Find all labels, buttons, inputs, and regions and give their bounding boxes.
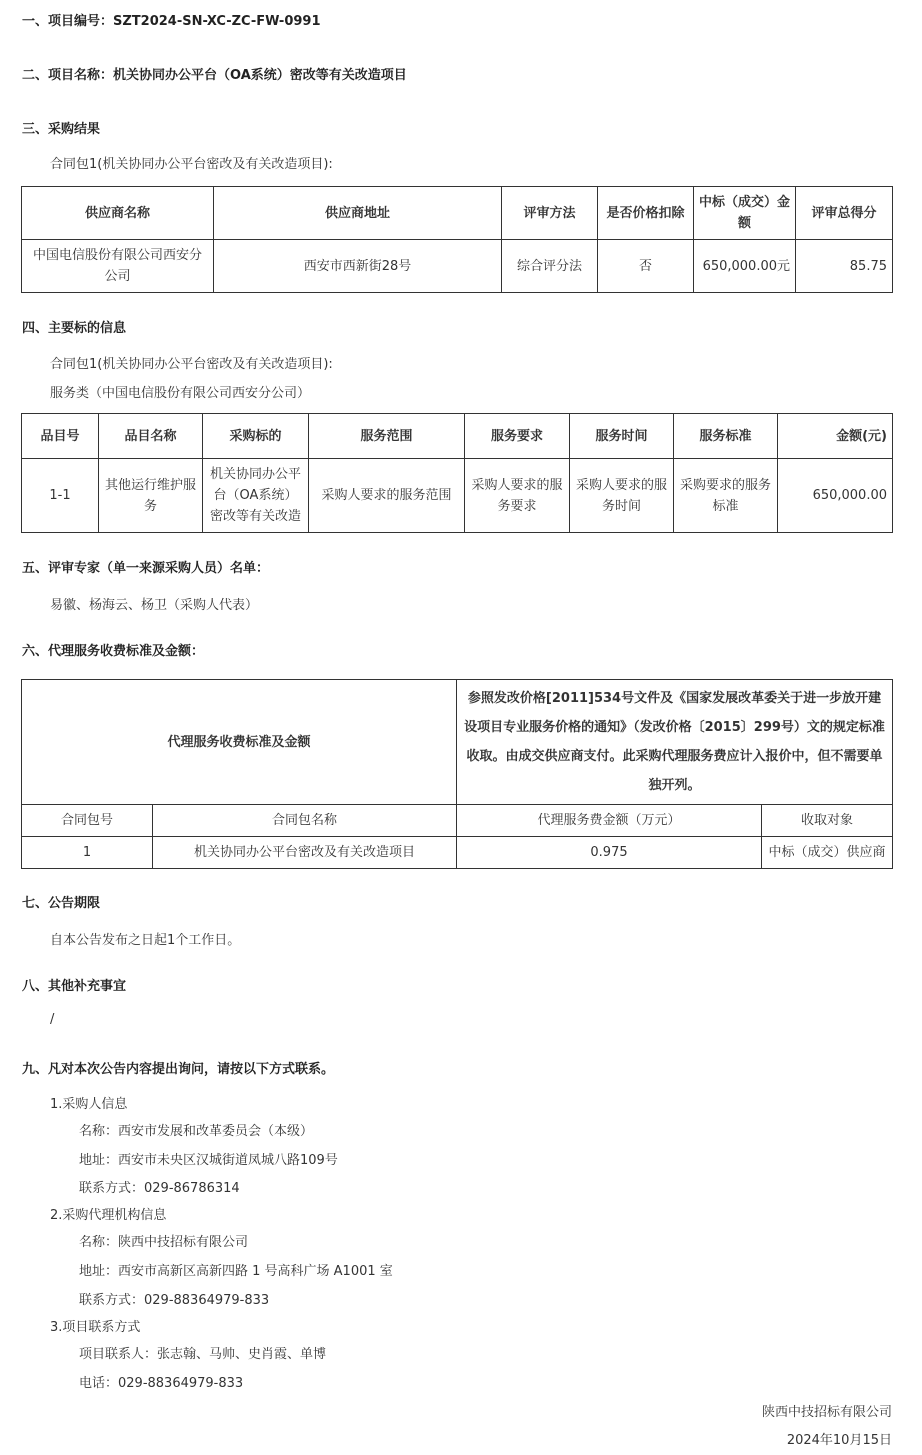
fee-header-row (22, 805, 893, 837)
section-title-experts: 五、评审专家（单一来源采购人员）名单： (22, 561, 270, 576)
col-fee-amount: 代理服务费金额（万元） (457, 805, 762, 837)
col-procurement-object: 采购标的 (203, 414, 309, 459)
table-row (22, 459, 893, 533)
period-text: 自本公告发布之日起1个工作日。 (50, 933, 241, 948)
agency-address: 地址：西安市高新区高新四路 1 号高科广场 A1001 室 (79, 1264, 393, 1279)
cell-amount: 650,000.00 (778, 459, 893, 533)
purchaser-name: 名称：西安市发展和改革委员会（本级） (79, 1124, 314, 1139)
col-total-score: 评审总得分 (796, 187, 893, 240)
project-contacts: 项目联系人：张志翰、马帅、史肖霞、单博 (79, 1347, 327, 1362)
expert-names: 易徽、杨海云、杨卫（采购人代表） (50, 598, 259, 613)
fee-standard-text: 参照发改价格[2011]534号文件及《国家发展改革委关于进一步放开建设项目专业服务价格的通知》（发改价格〔2015〕299号）文的规定标准收取。由成交供应商支付。此采购代理服务费应计入报价中，但不需要单独开列。 (457, 680, 893, 805)
project-number (22, 10, 321, 29)
cell-total-score: 85.75 (796, 240, 893, 293)
agency-name: 名称：陕西中技招标有限公司 (79, 1235, 249, 1250)
cell-fee-payer: 中标（成交）供应商 (762, 837, 893, 869)
col-package-name: 合同包名称 (153, 805, 457, 837)
col-price-deduction: 是否价格扣除 (598, 187, 694, 240)
project-name (22, 64, 407, 83)
col-review-method: 评审方法 (502, 187, 598, 240)
purchaser-phone: 联系方式：029-86786314 (79, 1181, 240, 1196)
col-award-amount: 中标（成交）金额 (694, 187, 796, 240)
cell-price-deduction: 否 (598, 240, 694, 293)
table-row (22, 837, 893, 869)
cell-service-standard: 采购要求的服务标准 (674, 459, 778, 533)
subject-header-row (22, 414, 893, 459)
fee-table (21, 679, 893, 869)
col-supplier-name: 供应商名称 (22, 187, 214, 240)
other-text: / (50, 1012, 55, 1027)
cell-service-scope: 采购人要求的服务范围 (309, 459, 465, 533)
col-service-standard: 服务标准 (674, 414, 778, 459)
col-item-name: 品目名称 (99, 414, 203, 459)
col-package-no: 合同包号 (22, 805, 153, 837)
subject-table (21, 413, 893, 533)
col-service-requirement: 服务要求 (465, 414, 570, 459)
section-title-contact: 九、凡对本次公告内容提出询问，请按以下方式联系。 (22, 1062, 335, 1077)
cell-service-time: 采购人要求的服务时间 (570, 459, 674, 533)
section-title-fee: 六、代理服务收费标准及金额： (22, 644, 205, 659)
subject-category: 服务类（中国电信股份有限公司西安分公司） (50, 386, 311, 401)
fee-standard-row (22, 680, 893, 805)
cell-package-no: 1 (22, 837, 153, 869)
col-item-no: 品目号 (22, 414, 99, 459)
cell-item-no: 1-1 (22, 459, 99, 533)
cell-award-amount: 650,000.00元 (694, 240, 796, 293)
project-number-value: SZT2024-SN-XC-ZC-FW-0991 (113, 14, 321, 29)
footer-org: 陕西中技招标有限公司 (761, 1405, 892, 1420)
subject-package: 合同包1(机关协同办公平台密改及有关改造项目): (50, 357, 333, 372)
project-number-label: 一、项目编号： (22, 14, 114, 29)
col-supplier-address: 供应商地址 (214, 187, 502, 240)
result-header-row (22, 187, 893, 240)
cell-supplier-name: 中国电信股份有限公司西安分公司 (22, 240, 214, 293)
cell-fee-amount: 0.975 (457, 837, 762, 869)
purchaser-address: 地址：西安市未央区汉城街道凤城八路109号 (79, 1153, 338, 1168)
agency-phone: 联系方式：029-88364979-833 (79, 1293, 270, 1308)
col-fee-payer: 收取对象 (762, 805, 893, 837)
col-amount: 金额(元) (778, 414, 893, 459)
section-title-result: 三、采购结果 (22, 122, 101, 137)
project-phone: 电话：029-88364979-833 (79, 1376, 244, 1391)
agency-heading: 2.采购代理机构信息 (50, 1208, 167, 1223)
cell-supplier-address: 西安市西新街28号 (214, 240, 502, 293)
fee-standard-label: 代理服务收费标准及金额 (22, 680, 457, 805)
cell-procurement-object: 机关协同办公平台（OA系统）密改等有关改造 (203, 459, 309, 533)
cell-item-name: 其他运行维护服务 (99, 459, 203, 533)
section-title-period: 七、公告期限 (22, 896, 101, 911)
section-title-subject: 四、主要标的信息 (22, 321, 127, 336)
cell-service-requirement: 采购人要求的服务要求 (465, 459, 570, 533)
project-name-label: 二、项目名称： (22, 68, 114, 83)
result-package: 合同包1(机关协同办公平台密改及有关改造项目): (50, 157, 333, 172)
table-row (22, 240, 893, 293)
cell-package-name: 机关协同办公平台密改及有关改造项目 (153, 837, 457, 869)
cell-review-method: 综合评分法 (502, 240, 598, 293)
project-contact-heading: 3.项目联系方式 (50, 1320, 141, 1335)
col-service-scope: 服务范围 (309, 414, 465, 459)
section-title-other: 八、其他补充事宜 (22, 979, 127, 994)
col-service-time: 服务时间 (570, 414, 674, 459)
project-name-value: 机关协同办公平台（OA系统）密改等有关改造项目 (113, 68, 407, 83)
footer-date: 2024年10月15日 (786, 1433, 892, 1448)
purchaser-heading: 1.采购人信息 (50, 1097, 128, 1112)
result-table (21, 186, 893, 293)
